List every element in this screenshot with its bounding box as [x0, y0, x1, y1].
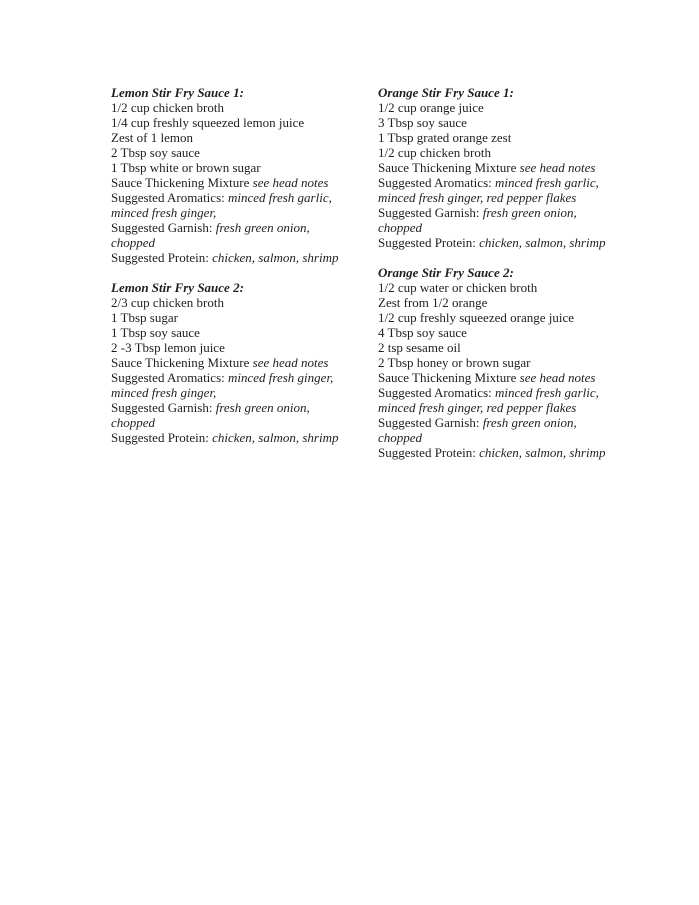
- recipe-line-italic-segment: fresh green onion,: [215, 220, 310, 235]
- recipe-line-text-segment: 2 Tbsp honey or brown sugar: [378, 355, 531, 370]
- recipe-line-text-segment: 2 tsp sesame oil: [378, 340, 461, 355]
- recipe-line: [111, 115, 373, 130]
- recipe-block: [378, 265, 640, 460]
- recipe-line: [111, 205, 373, 220]
- recipe-line-italic-segment: minced fresh ginger,: [228, 370, 334, 385]
- recipe-line: [378, 355, 640, 370]
- recipe-line: [378, 190, 640, 205]
- recipe-line: [378, 145, 640, 160]
- recipe-line-text-segment: 4 Tbsp soy sauce: [378, 325, 467, 340]
- recipe-line: [378, 385, 640, 400]
- recipe-line: [111, 250, 373, 265]
- recipe-line-text-segment: Suggested Aromatics:: [111, 370, 228, 385]
- recipe-line-italic-segment: see head notes: [519, 370, 596, 385]
- recipe-title: Orange Stir Fry Sauce 1:: [378, 85, 514, 100]
- recipe-title: Lemon Stir Fry Sauce 1:: [111, 85, 244, 100]
- recipe-line: [111, 130, 373, 145]
- recipe-line: [378, 400, 640, 415]
- recipe-line: [111, 145, 373, 160]
- recipe-line: [111, 220, 373, 235]
- recipe-line-text-segment: Suggested Protein:: [378, 445, 480, 460]
- recipe-line: [378, 130, 640, 145]
- recipe-line-italic-segment: chopped: [378, 430, 423, 445]
- recipe-line: [378, 430, 640, 445]
- recipe-line-text-segment: 3 Tbsp soy sauce: [378, 115, 467, 130]
- recipe-line-italic-segment: see head notes: [252, 175, 329, 190]
- recipe-line-text-segment: Sauce Thickening Mixture: [378, 370, 520, 385]
- recipe-line-italic-segment: minced fresh ginger,: [111, 205, 217, 220]
- recipe-line: [378, 295, 640, 310]
- recipe-title: Orange Stir Fry Sauce 2:: [378, 265, 514, 280]
- recipe-line-text-segment: 1/2 cup orange juice: [378, 100, 484, 115]
- recipe-line-text-segment: 1/2 cup chicken broth: [378, 145, 491, 160]
- recipe-line: [378, 370, 640, 385]
- recipe-line: [111, 160, 373, 175]
- recipe-line: [111, 190, 373, 205]
- recipe-line: [111, 325, 373, 340]
- recipe-line-italic-segment: fresh green onion,: [215, 400, 310, 415]
- recipe-line: [378, 220, 640, 235]
- recipe-line: [111, 355, 373, 370]
- recipe-line-italic-segment: chopped: [378, 220, 423, 235]
- recipe-block: [378, 85, 640, 250]
- recipe-title: Lemon Stir Fry Sauce 2:: [111, 280, 244, 295]
- recipe-line-italic-segment: fresh green onion,: [482, 205, 577, 220]
- recipe-line-text-segment: 1/2 cup freshly squeezed orange juice: [378, 310, 575, 325]
- recipe-line: [111, 100, 373, 115]
- recipe-line: [111, 310, 373, 325]
- recipe-line: [111, 175, 373, 190]
- recipe-line: [378, 340, 640, 355]
- recipe-line-text-segment: Suggested Garnish:: [111, 220, 216, 235]
- recipe-line-text-segment: 1 Tbsp soy sauce: [111, 325, 200, 340]
- recipe-line-italic-segment: chicken, salmon, shrimp: [479, 235, 606, 250]
- recipe-line-italic-segment: chicken, salmon, shrimp: [212, 250, 339, 265]
- recipe-line: [111, 370, 373, 385]
- recipe-line-text-segment: Suggested Garnish:: [111, 400, 216, 415]
- recipe-block: [111, 280, 373, 445]
- recipe-line: [111, 400, 373, 415]
- recipe-line-italic-segment: minced fresh garlic,: [495, 175, 599, 190]
- recipe-line: [378, 160, 640, 175]
- recipe-line: [378, 325, 640, 340]
- recipe-line-text-segment: 1 Tbsp grated orange zest: [378, 130, 512, 145]
- recipe-line-italic-segment: chopped: [111, 415, 156, 430]
- recipe-line-italic-segment: minced fresh ginger, red pepper flakes: [378, 400, 577, 415]
- recipe-line: [378, 445, 640, 460]
- recipe-line: [378, 115, 640, 130]
- recipe-line-text-segment: 1/2 cup chicken broth: [111, 100, 224, 115]
- recipe-line-text-segment: Zest of 1 lemon: [111, 130, 193, 145]
- recipe-line: [378, 175, 640, 190]
- recipe-line: [378, 205, 640, 220]
- recipe-line-italic-segment: minced fresh garlic,: [495, 385, 599, 400]
- recipe-line-text-segment: Suggested Garnish:: [378, 205, 483, 220]
- recipe-line-italic-segment: see head notes: [252, 355, 329, 370]
- recipe-line-italic-segment: minced fresh ginger, red pepper flakes: [378, 190, 577, 205]
- recipe-line: [378, 100, 640, 115]
- recipe-line: [111, 340, 373, 355]
- recipe-line: [111, 430, 373, 445]
- recipe-line-italic-segment: fresh green onion,: [482, 415, 577, 430]
- recipe-line: [111, 385, 373, 400]
- recipe-line-text-segment: Suggested Protein:: [111, 430, 213, 445]
- recipe-column-right: [378, 85, 640, 475]
- recipe-line: [378, 280, 640, 295]
- recipe-line-text-segment: Suggested Aromatics:: [111, 190, 228, 205]
- recipe-line-text-segment: 2 Tbsp soy sauce: [111, 145, 200, 160]
- recipe-line-text-segment: Zest from 1/2 orange: [378, 295, 488, 310]
- recipe-line-text-segment: Sauce Thickening Mixture: [111, 175, 253, 190]
- recipe-line: [111, 415, 373, 430]
- recipe-line-text-segment: 2 -3 Tbsp lemon juice: [111, 340, 225, 355]
- recipe-line-italic-segment: minced fresh garlic,: [228, 190, 332, 205]
- recipe-line-italic-segment: see head notes: [519, 160, 596, 175]
- recipe-line-text-segment: Sauce Thickening Mixture: [378, 160, 520, 175]
- recipe-line-text-segment: Sauce Thickening Mixture: [111, 355, 253, 370]
- recipe-line-text-segment: Suggested Protein:: [378, 235, 480, 250]
- recipe-line: [378, 235, 640, 250]
- recipe-line: [111, 235, 373, 250]
- recipe-line-text-segment: 1/4 cup freshly squeezed lemon juice: [111, 115, 305, 130]
- recipe-line: [378, 415, 640, 430]
- recipe-line-text-segment: Suggested Aromatics:: [378, 175, 495, 190]
- recipe-line-text-segment: 2/3 cup chicken broth: [111, 295, 224, 310]
- recipe-line-text-segment: 1 Tbsp white or brown sugar: [111, 160, 261, 175]
- recipe-line-text-segment: Suggested Aromatics:: [378, 385, 495, 400]
- recipe-line-italic-segment: minced fresh ginger,: [111, 385, 217, 400]
- recipe-line-text-segment: 1/2 cup water or chicken broth: [378, 280, 538, 295]
- recipe-line-text-segment: Suggested Protein:: [111, 250, 213, 265]
- recipe-line-text-segment: 1 Tbsp sugar: [111, 310, 178, 325]
- recipe-line: [111, 295, 373, 310]
- recipe-line-italic-segment: chopped: [111, 235, 156, 250]
- recipe-line-italic-segment: chicken, salmon, shrimp: [479, 445, 606, 460]
- recipe-line: [378, 310, 640, 325]
- recipe-line-italic-segment: chicken, salmon, shrimp: [212, 430, 339, 445]
- recipe-line-text-segment: Suggested Garnish:: [378, 415, 483, 430]
- recipe-column-left: [111, 85, 373, 460]
- recipe-block: [111, 85, 373, 265]
